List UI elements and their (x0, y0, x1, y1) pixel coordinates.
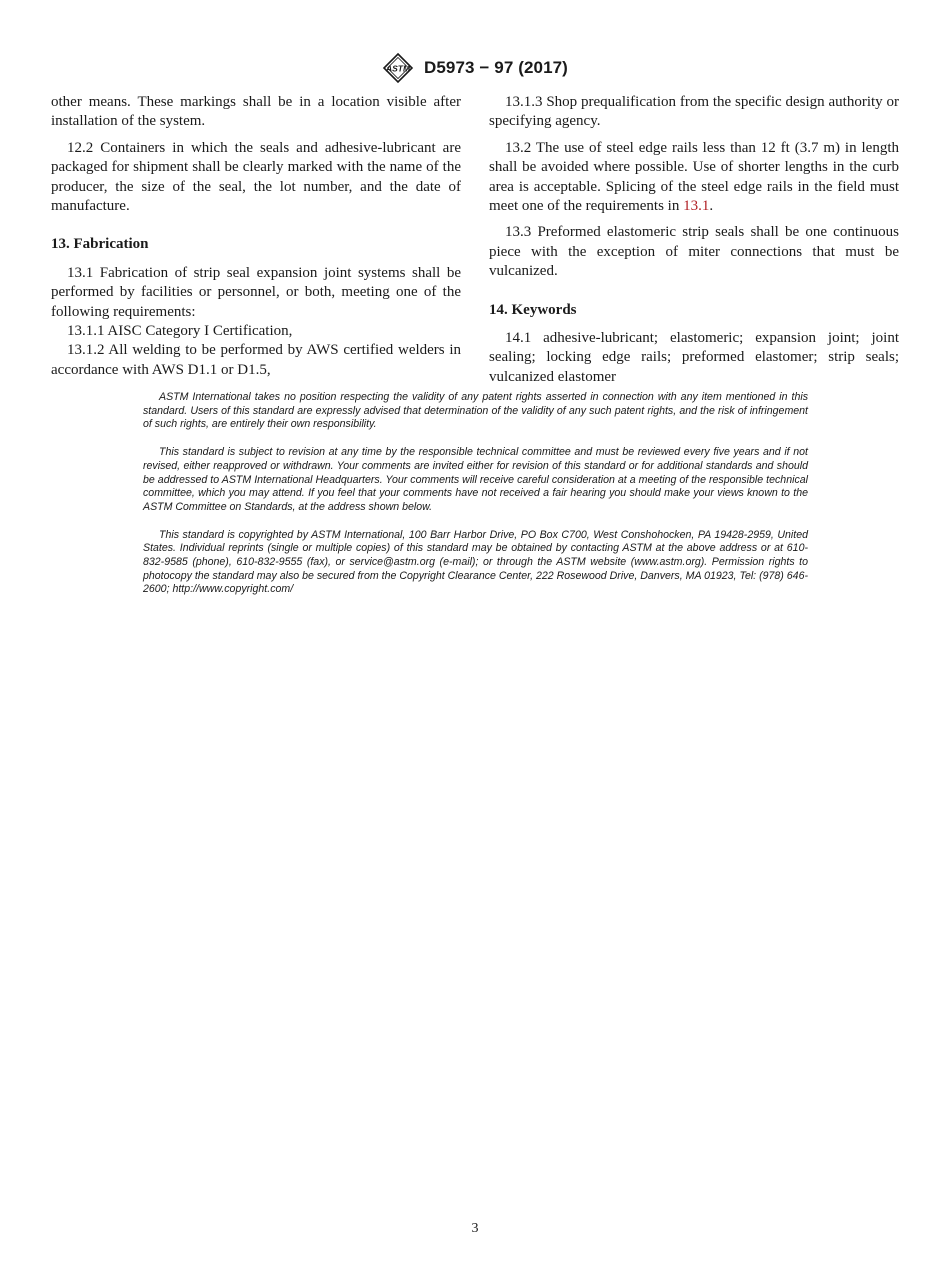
section-14-heading: 14. Keywords (489, 301, 577, 318)
page-header (0, 52, 950, 84)
paragraph-13-2 (489, 139, 899, 217)
copyright-notice: This standard is copyrighted by ASTM International, 100 Barr Harbor Drive, PO Box C700, West Conshohocken, PA 19428-2959, United States. Individual reprints (single or multiple copies) of this standard may be obtained by contacting ASTM at the above address or at 610-832-9585 (phone), 610-832-9555 (fax), or service@astm.org (e-mail); or through the ASTM website (www.astm.org). Permission rights to photocopy the standard may also be secured from the Copyright Clearance Center, 222 Rosewood Drive, Danvers, MA 01923, Tel: (978) 646-2600; http://www.copyright.com/ (143, 528, 808, 596)
paragraph-12-2: 12.2 Containers in which the seals and adhesive-lubricant are packaged for shipment shall be clearly marked with the name of the producer, the size of the seal, the lot number, and the date of manufacture. (51, 139, 461, 215)
paragraph-14-1: 14.1 adhesive-lubricant; elastomeric; expansion joint; joint sealing; locking edge rails; preformed elastomer; strip seals; vulcanized elastomer (489, 330, 899, 385)
logo-text: ASTM (385, 63, 411, 74)
document-designation: D5973 − 97 (2017) (424, 58, 568, 77)
paragraph-13-1-1: 13.1.1 AISC Category I Certification, (67, 323, 293, 340)
revision-notice: This standard is subject to revision at any time by the responsible technical committee and must be reviewed every five years and if not revised, either reapproved or withdrawn. Your comments are invited either for revision of this standard or for additional standards and should be addressed to ASTM International Headquarters. Your comments will receive careful consideration at a meeting of the responsible technical committee, which you may attend. If you feel that your comments have not received a fair hearing you should make your views known to the ASTM Committee on Standards, at the address shown below. (143, 446, 808, 513)
page-number: 3 (471, 1221, 479, 1236)
paragraph-13-2-end: . (709, 198, 714, 215)
xref-13-1-link[interactable]: 13.1 (683, 198, 710, 215)
right-column (489, 93, 899, 387)
patent-notice: ASTM International takes no position respecting the validity of any patent rights asserted in connection with any item mentioned in this standard. Users of this standard are expressly advised that determination of the validity of any such patent rights, and the risk of infringement of such rights, are entirely their own responsibility. (143, 391, 808, 431)
legal-footer (143, 391, 808, 611)
paragraph-13-1: 13.1 Fabrication of strip seal expansion joint systems shall be performed by facilities or personnel, or both, meeting one of the following requirements: (51, 264, 461, 320)
left-column (51, 93, 461, 380)
paragraph-13-1-2: 13.1.2 All welding to be performed by AWS certified welders in accordance with AWS D1.1 or D1.5, (51, 342, 461, 378)
paragraph-continued: other means. These markings shall be in a location visible after installation of the system. (51, 94, 461, 130)
paragraph-13-1-3: 13.1.3 Shop prequalification from the specific design authority or specifying agency. (489, 94, 899, 130)
paragraph-13-2-text: 13.2 The use of steel edge rails less than 12 ft (3.7 m) in length shall be avoided where possible. Use of shorter lengths in the curb area is acceptable. Splicing of the steel edge rails in the field must meet one of the requirements in (489, 139, 899, 215)
paragraph-13-3: 13.3 Preformed elastomeric strip seals shall be one continuous piece with the exception of miter connections that must be vulcanized. (489, 224, 899, 280)
section-13-heading: 13. Fabrication (51, 236, 149, 253)
astm-logo-icon (379, 52, 417, 84)
